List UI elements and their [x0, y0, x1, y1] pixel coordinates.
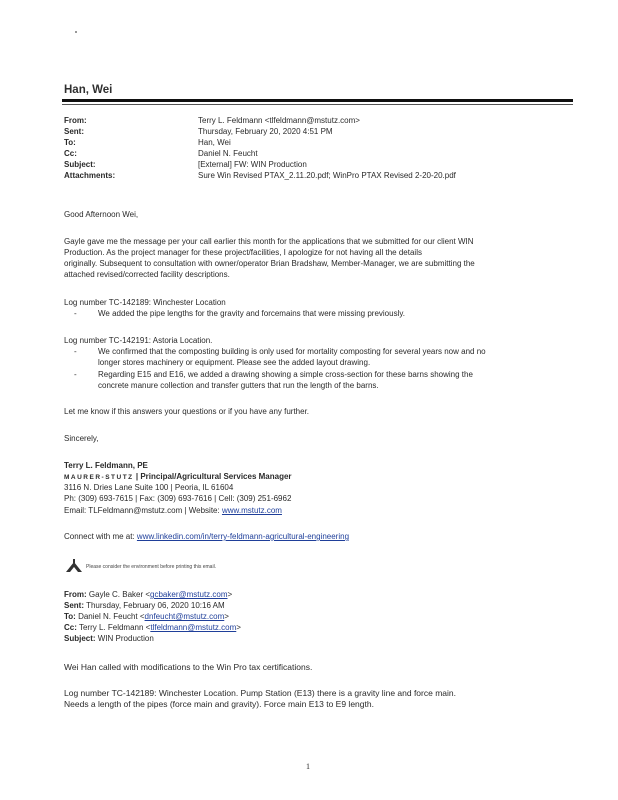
- header-row-sent: [64, 126, 456, 137]
- to-value: Han, Wei: [198, 138, 231, 147]
- from-value: Terry L. Feldmann <tlfeldmann@mstutz.com>: [198, 116, 360, 125]
- fwd-to-label: To:: [64, 612, 76, 621]
- log2-bullet1-line2: longer stores machinery or equipment. Please see the added layout drawing.: [98, 358, 371, 367]
- fwd-from-label: From:: [64, 590, 87, 599]
- header-divider: [62, 99, 573, 102]
- header-row-subject: [64, 159, 456, 170]
- scan-speck: [75, 31, 77, 33]
- attachments-value[interactable]: Sure Win Revised PTAX_2.11.20.pdf; WinPro PTAX Revised 2-20-20.pdf: [198, 171, 456, 180]
- fwd-to-value: Daniel N. Feucht <: [75, 612, 145, 621]
- cc-value: Daniel N. Feucht: [198, 149, 258, 158]
- fwd-to-email[interactable]: dnfeucht@mstutz.com: [144, 612, 225, 621]
- environment-note-text: Please consider the environment before printing this email.: [86, 564, 217, 570]
- fwd-sent-value: Thursday, February 06, 2020 10:16 AM: [84, 601, 225, 610]
- greeting: Good Afternoon Wei,: [64, 210, 139, 219]
- para1-line1: Gayle gave me the message per your call earlier this month for the applications that we submitted for our client WIN: [64, 237, 474, 246]
- email-header: [64, 115, 456, 181]
- company-logo-text: MAURER-STUTZ: [64, 474, 134, 481]
- sincerely: Sincerely,: [64, 434, 99, 443]
- header-row-from: [64, 115, 456, 126]
- fwd-cc-email[interactable]: tlfeldmann@mstutz.com: [150, 623, 237, 632]
- log2-bullet2-line2: concrete manure collection and transfer gutters that run the length of the barns.: [98, 381, 379, 390]
- sent-value: Thursday, February 20, 2020 4:51 PM: [198, 127, 333, 136]
- header-row-to: [64, 137, 456, 148]
- fwd-to: To: Daniel N. Feucht <dnfeucht@mstutz.com>: [64, 612, 229, 621]
- header-divider-thin: [62, 104, 573, 105]
- fwd-sent: [64, 600, 225, 611]
- attachments-label: Attachments:: [64, 171, 116, 180]
- header-row-attachments: [64, 170, 456, 181]
- log2-bullet1: - We confirmed that the composting building is only used for mortality composting for several years now and no: [74, 347, 486, 356]
- page-number: 1: [306, 762, 310, 771]
- log1-title: Log number TC-142189: Winchester Location: [64, 298, 226, 307]
- fwd-body-line3: Needs a length of the pipes (force main and gravity). Force main E13 to E9 length.: [64, 699, 374, 709]
- log1-bullet-text: We added the pipe lengths for the gravity and forcemains that were missing previously.: [98, 309, 405, 318]
- log2-bullet2-line1: Regarding E15 and E16, we added a drawing showing a simple cross-section for these barns showing the: [98, 370, 473, 379]
- environment-note: [64, 558, 216, 576]
- recipient-name: Han, Wei: [64, 84, 113, 96]
- connect-prefix: Connect with me at:: [64, 532, 137, 541]
- email-prefix: Email: TLFeldmann@mstutz.com | Website:: [64, 506, 222, 515]
- fwd-from: From: Gayle C. Baker <gcbaker@mstutz.com>: [64, 590, 233, 599]
- signature-phones: Ph: (309) 693-7615 | Fax: (309) 693-7616 | Cell: (309) 251-6962: [64, 494, 292, 503]
- log2-title: Log number TC-142191: Astoria Location.: [64, 336, 213, 345]
- closing-line: Let me know if this answers your questions or if you have any further.: [64, 407, 310, 416]
- sent-label: Sent:: [64, 127, 84, 136]
- signature-name: Terry L. Feldmann, PE: [64, 461, 148, 470]
- to-label: To:: [64, 138, 76, 147]
- fwd-from-email[interactable]: gcbaker@mstutz.com: [150, 590, 228, 599]
- signature-email-line: [64, 505, 282, 516]
- fwd-cc-value: Terry L. Feldmann <: [76, 623, 151, 632]
- fwd-subject-value: WIN Production: [95, 634, 154, 643]
- log2-bullet1-line1: We confirmed that the composting building is only used for mortality composting for several years now and no: [98, 347, 486, 356]
- fwd-cc: Cc: Terry L. Feldmann <tlfeldmann@mstutz.com>: [64, 623, 241, 632]
- signature-company-line: MAURER-STUTZ | Principal/Agricultural Services Manager: [64, 472, 292, 481]
- signature-address: 3116 N. Dries Lane Suite 100 | Peoria, IL 61604: [64, 483, 234, 492]
- header-row-cc: [64, 148, 456, 159]
- fwd-cc-label: Cc:: [64, 623, 77, 632]
- fwd-subject: [64, 633, 154, 644]
- from-label: From:: [64, 116, 87, 125]
- website-link[interactable]: www.mstutz.com: [221, 506, 282, 515]
- signature-title: Principal/Agricultural Services Manager: [140, 472, 292, 481]
- recycle-icon: [64, 558, 84, 576]
- subject-value: [External] FW: WIN Production: [198, 160, 307, 169]
- fwd-body-line1: Wei Han called with modifications to the Win Pro tax certifications.: [64, 662, 313, 672]
- fwd-subject-label: Subject:: [64, 634, 96, 643]
- cc-label: Cc:: [64, 149, 77, 158]
- connect-line: [64, 531, 349, 542]
- fwd-from-value: Gayle C. Baker <: [86, 590, 151, 599]
- para1-line4: attached revised/corrected facility descriptions.: [64, 270, 230, 279]
- log1-bullet: - We added the pipe lengths for the gravity and forcemains that were missing previously.: [74, 309, 405, 318]
- fwd-sent-label: Sent:: [64, 601, 84, 610]
- linkedin-link[interactable]: www.linkedin.com/in/terry-feldmann-agricultural-engineering: [136, 532, 350, 541]
- subject-label: Subject:: [64, 160, 96, 169]
- fwd-body-line2: Log number TC-142189: Winchester Location. Pump Station (E13) there is a gravity line and force main.: [64, 688, 456, 698]
- para1-line3: originally. Subsequent to consultation with owner/operator Brian Bradshaw, Member-Manager, we are submitting the: [64, 259, 475, 268]
- para1-line2: Production. As the project manager for these project/facilities, I apologize for not having all the details: [64, 248, 422, 257]
- log2-bullet2: - Regarding E15 and E16, we added a drawing showing a simple cross-section for these barns showing the: [74, 370, 473, 379]
